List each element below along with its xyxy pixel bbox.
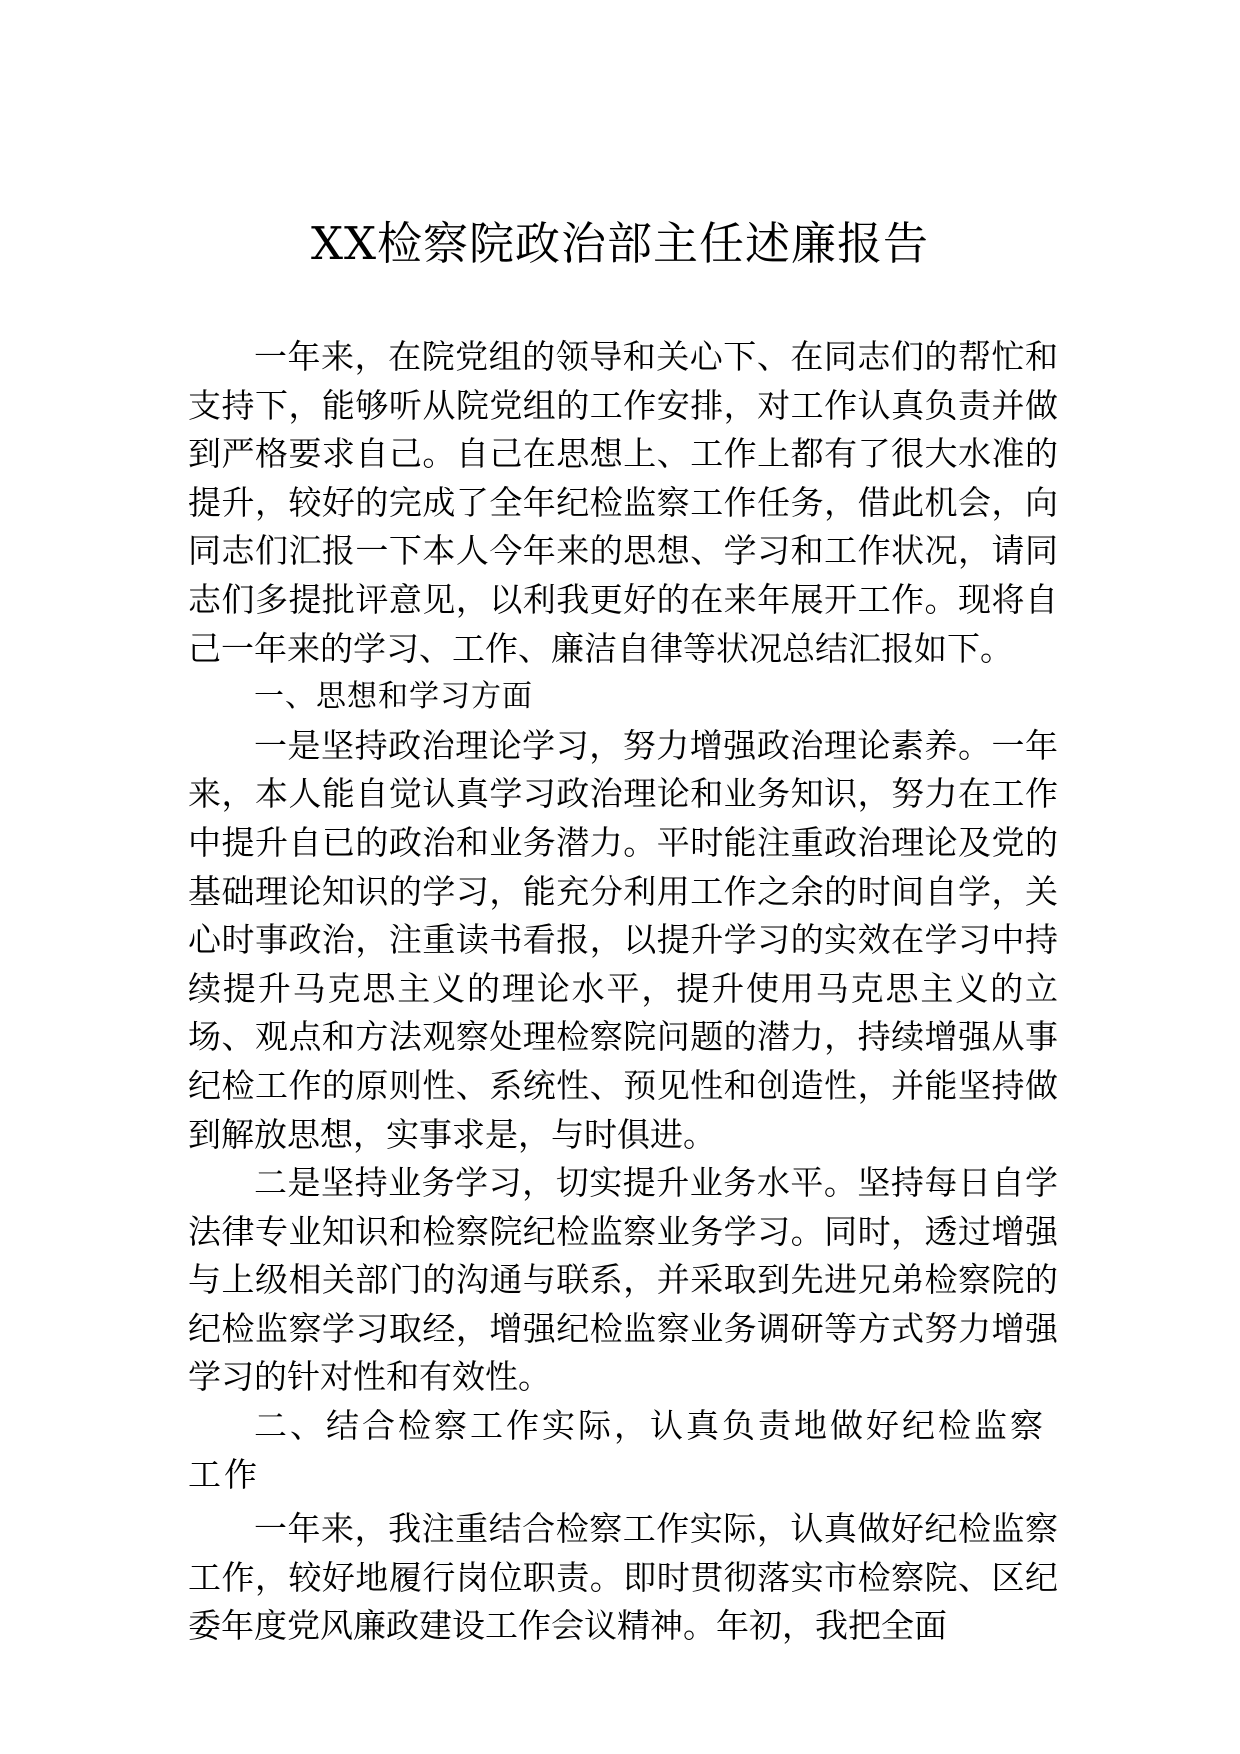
document-title: XX检察院政治部主任述廉报告 [310,217,930,270]
section-heading-thought-and-study: 一、思想和学习方面 [254,679,533,715]
section-heading-discipline-work: 二、结合检察工作实际，认真负责地做好纪检监察工作 [188,1406,1046,1494]
document-body [188,333,1058,1651]
business-study-paragraph: 二是坚持业务学习，切实提升业务水平。坚持每日自学法律专业知识和检察院纪检监察业务学习。同时，透过增强与上级相关部门的沟通与联系，并采取到先进兄弟检察院的纪检监察学习取经，增强纪检监察业务调研等方式努力增强学习的针对性和有效性。 [188,1163,1058,1397]
discipline-work-paragraph: 一年来，我注重结合检察工作实际，认真做好纪检监察工作，较好地履行岗位职责。即时贯彻落实市检察院、区纪委年度党风廉政建设工作会议精神。年初，我把全面 [188,1509,1058,1646]
intro-paragraph: 一年来，在院党组的领导和关心下、在同志们的帮忙和支持下，能够听从院党组的工作安排，对工作认真负责并做到严格要求自己。自己在思想上、工作上都有了很大水准的提升，较好的完成了全年纪检监察工作任务，借此机会，向同志们汇报一下本人今年来的思想、学习和工作状况，请同志们多提批评意见，以利我更好的在来年展开工作。现将自己一年来的学习、工作、廉洁自律等状况总结汇报如下。 [188,337,1058,668]
political-theory-paragraph: 一是坚持政治理论学习，努力增强政治理论素养。一年来，本人能自觉认真学习政治理论和业务知识，努力在工作中提升自已的政治和业务潜力。平时能注重政治理论及党的基础理论知识的学习，能充分利用工作之余的时间自学，关心时事政治，注重读书看报，以提升学习的实效在学习中持续提升马克思主义的理论水平，提升使用马克思主义的立场、观点和方法观察处理检察院问题的潜力，持续增强从事纪检工作的原则性、系统性、预见性和创造性，并能坚持做到解放思想，实事求是，与时俱进。 [188,725,1058,1154]
